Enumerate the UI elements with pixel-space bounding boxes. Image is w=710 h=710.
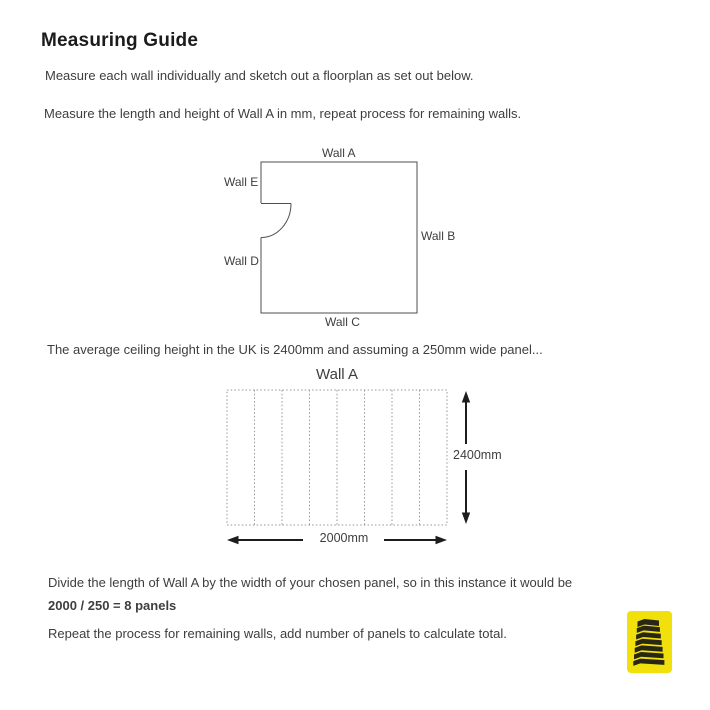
floorplan-wall-outline [261,162,417,313]
panel-dividers [255,390,420,525]
panel-stack-icon [627,611,672,673]
floorplan-label-wall-a: Wall A [322,146,356,160]
floorplan-label-wall-d: Wall D [224,254,259,268]
floorplan-label-wall-e: Wall E [224,175,259,189]
arrow-down-icon [462,513,470,525]
floorplan-door-arc [261,204,291,238]
intro-text-1: Measure each wall individually and sketch out a floorplan as set out below. [45,68,474,83]
floorplan-label-wall-c: Wall C [325,315,360,329]
intro-text-2: Measure the length and height of Wall A in mm, repeat process for remaining walls. [44,106,522,121]
floorplan-label-wall-b: Wall B [421,229,456,243]
brand-logo [627,611,672,673]
height-dimension-label: 2400mm [453,448,502,462]
calculation-text-2: Repeat the process for remaining walls, add number of panels to calculate total. [48,626,507,641]
arrow-right-icon [436,536,448,544]
panel-intro-text: The average ceiling height in the UK is 2400mm and assuming a 250mm wide panel... [47,342,543,357]
calculation-text-1: Divide the length of Wall A by the width of your chosen panel, so in this instance it would be [48,575,573,590]
width-dimension-label: 2000mm [319,531,369,545]
page-title: Measuring Guide [41,30,199,51]
calculation-formula: 2000 / 250 = 8 panels [48,598,177,613]
panel-label-wall-a: Wall A [316,366,358,383]
